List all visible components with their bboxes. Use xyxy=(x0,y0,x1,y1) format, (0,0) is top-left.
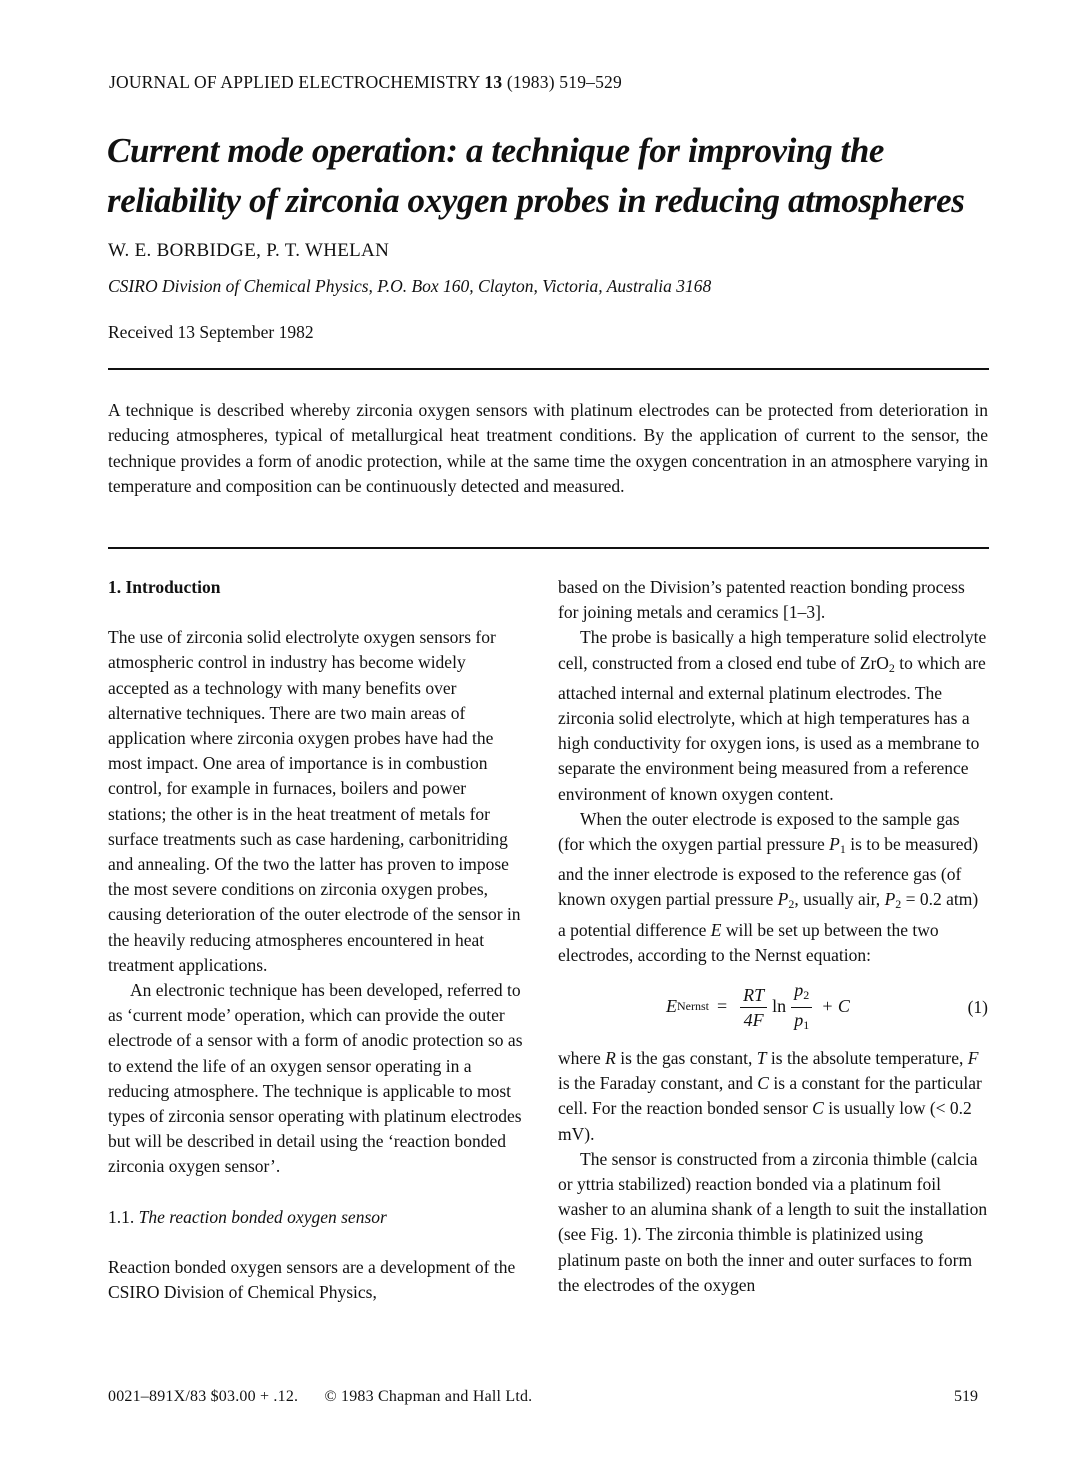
symbol-F: F xyxy=(967,1048,979,1069)
journal-year-pages: (1983) 519–529 xyxy=(506,72,622,92)
text-run: will be set up between the two electrodes, according to the Nernst equation: xyxy=(558,919,939,965)
symbol-E: E xyxy=(710,919,722,940)
right-column xyxy=(558,575,988,1298)
fraction-numerator: RT xyxy=(740,983,767,1008)
text-run: is the gas constant, xyxy=(615,1048,757,1069)
fraction-p2-p1 xyxy=(791,978,812,1037)
symbol-P: P xyxy=(777,889,789,910)
received-date: Received 13 September 1982 xyxy=(108,322,314,342)
symbol-P: P xyxy=(829,834,840,855)
equation-ln: ln xyxy=(772,996,787,1017)
text-run: The probe is basically a high temperature solid electrolyte cell, constructed from a closed end tube of ZrO xyxy=(558,627,987,673)
footer-copyright: © 1983 Chapman and Hall Ltd. xyxy=(324,1388,533,1405)
text-run: is the Faraday constant, and xyxy=(558,1073,758,1094)
fraction-denominator xyxy=(791,1008,812,1037)
affiliation: CSIRO Division of Chemical Physics, P.O. Box 160, Clayton, Victoria, Australia 3168 xyxy=(108,276,712,296)
fraction-rt-4f xyxy=(740,983,767,1032)
page-number: 519 xyxy=(954,1388,978,1405)
text-run: When the outer electrode is exposed to the sample gas (for which the oxygen partial pressure xyxy=(558,808,960,855)
right-paragraph-5: The sensor is constructed from a zirconia thimble (calcia or yttria stabilized) reaction bonded via a platinum foil washer to an alumina shank of a length to suit the installation (see Fig. 1). The zirconia thimble is platinized using platinum paste on both the inner and outer surfaces to form the electrodes of the oxygen xyxy=(558,1148,988,1295)
text-run: is to be measured) and the inner electrode is exposed to the reference gas (of known oxygen partial pressure xyxy=(558,834,979,910)
title-line-1: Current mode operation: a technique for improving the xyxy=(107,131,885,170)
rule-bottom xyxy=(108,547,989,549)
journal-volume: 13 xyxy=(484,72,503,92)
right-paragraph-2 xyxy=(558,625,988,806)
right-paragraph-4 xyxy=(558,1046,988,1147)
right-paragraph-3 xyxy=(558,807,988,968)
rule-top xyxy=(108,368,989,370)
fraction-denominator: 4F xyxy=(743,1009,764,1030)
equation-lhs-subscript: Nernst xyxy=(677,999,709,1014)
intro-paragraph-3: Reaction bonded oxygen sensors are a development of the CSIRO Division of Chemical Physics, xyxy=(108,1256,516,1303)
subsection-title: The reaction bonded oxygen sensor xyxy=(138,1206,387,1227)
symbol-R: R xyxy=(605,1048,616,1069)
symbol-C: C xyxy=(757,1073,769,1094)
text-run: is the absolute temperature, xyxy=(766,1048,968,1069)
journal-name: JOURNAL OF APPLIED ELECTROCHEMISTRY xyxy=(109,72,480,92)
text-run: where xyxy=(558,1048,606,1069)
symbol-P: P xyxy=(884,889,896,910)
equation-body xyxy=(666,976,850,1038)
symbol-p: p xyxy=(794,1009,804,1030)
text-run: is a constant for the particular cell. For the reaction bonded sensor xyxy=(558,1073,982,1119)
subsection-number: 1.1. xyxy=(108,1206,135,1227)
section-heading-introduction: 1. Introduction xyxy=(108,577,221,597)
footer-code: 0021–891X/83 $03.00 + .12. xyxy=(108,1388,299,1405)
intro-paragraph-1: The use of zirconia solid electrolyte oxygen sensors for atmospheric control in industry has become widely accepted as a technology with many benefits over alternative techniques. There are two main areas of application where zirconia oxygen probes have had the most impact. One area of importance is in combustion control, for example in furnaces, boilers and power stations; the other is in the heat treatment of metals for surface treatments such as case hardening, carbonitriding and annealing. Of the two the latter has proven to impose the most severe conditions on zirconia oxygen probes, causing deterioration of the outer electrode of the sensor in the heavily reducing atmospheres encountered in heat treatment applications. xyxy=(108,627,521,975)
text-run: , usually air, xyxy=(794,889,885,910)
symbol-p: p xyxy=(794,979,804,1000)
equation-constant: + C xyxy=(821,996,850,1017)
journal-header xyxy=(109,72,622,93)
right-paragraph-1: based on the Division’s patented reaction bonding process for joining metals and ceramics [1–3]. xyxy=(558,577,965,623)
subscript: 1 xyxy=(839,842,846,857)
intro-paragraph-2: An electronic technique has been developed, referred to as ‘current mode’ operation, which can provide the outer electrode of a sensor with a form of anodic protection so as to extend the life of an oxygen sensor operating in a reducing atmosphere. The technique is applicable to most types of zirconia sensor operating with platinum electrodes but will be described in detail using the ‘reaction bonded zirconia oxygen sensor’. xyxy=(108,980,523,1177)
equation-number: (1) xyxy=(967,997,988,1018)
equation-equals: = xyxy=(717,996,728,1017)
subscript: 2 xyxy=(803,987,810,1002)
symbol-T: T xyxy=(756,1048,767,1069)
title-line-2: reliability of zirconia oxygen probes in reducing atmospheres xyxy=(107,181,965,220)
subscript: 1 xyxy=(803,1017,810,1032)
text-run: is usually low (< 0.2 mV). xyxy=(558,1098,972,1144)
subsection-heading xyxy=(108,1205,528,1230)
text-run: to which are attached internal and external platinum electrodes. The zirconia solid electrolyte, which at high temperatures has a high conductivity for oxygen ions, is used as a membrane to separate the environment being measured from a reference environment of known oxygen content. xyxy=(558,652,986,804)
subscript: 2 xyxy=(895,897,902,912)
nernst-equation xyxy=(558,976,988,1038)
equation-lhs: E xyxy=(666,996,677,1017)
paper-title xyxy=(107,126,1007,226)
subscript: 2 xyxy=(888,660,895,675)
footer-publication-info xyxy=(108,1388,532,1406)
subscript: 2 xyxy=(788,897,795,912)
abstract: A technique is described whereby zirconia oxygen sensors with platinum electrodes can be protected from deterioration in reducing atmospheres, typical of metallurgical heat treatment conditions. By the application of current to the sensor, the technique provides a form of anodic protection, while at the same time the oxygen concentration in an atmosphere varying in temperature and composition can be continuously detected and measured. xyxy=(108,400,988,497)
symbol-C: C xyxy=(812,1098,824,1119)
text-run: = 0.2 atm) a potential difference xyxy=(558,889,979,940)
fraction-numerator xyxy=(791,978,812,1008)
authors: W. E. BORBIDGE, P. T. WHELAN xyxy=(108,240,390,261)
left-column xyxy=(108,575,528,1305)
